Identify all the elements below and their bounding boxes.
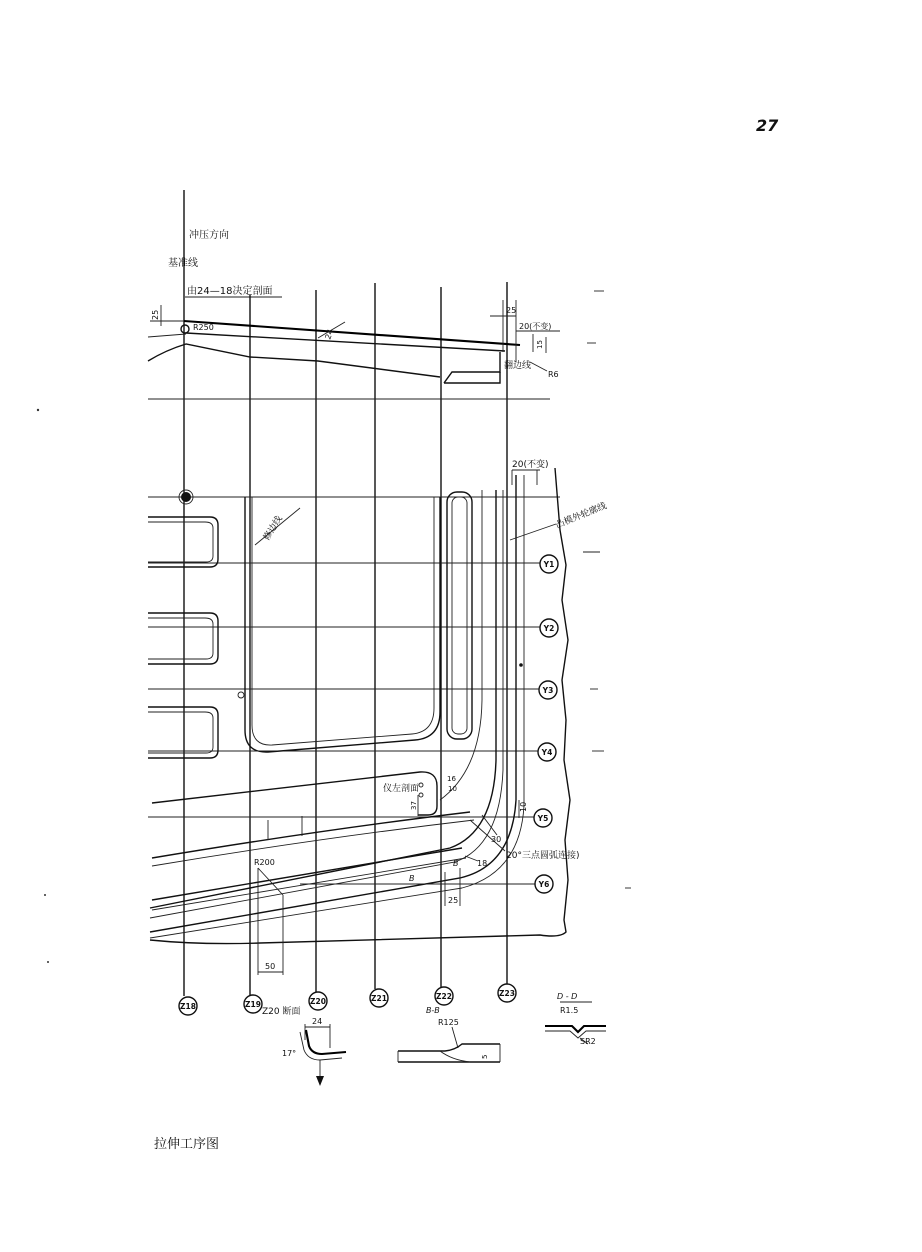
dim-side-10: 10 (519, 801, 528, 812)
figure-caption: 拉伸工序图 (154, 1137, 220, 1152)
dim-z20-angle: 17° (282, 1049, 297, 1058)
punch-outline-label: 凸模外轮廓线 (554, 501, 609, 531)
scan-speck (44, 894, 46, 896)
dim-sr2: SR2 (580, 1037, 596, 1046)
section-dd-label: D - D (557, 992, 578, 1001)
dim-unchanged-20-side: 20(不变) (512, 460, 549, 470)
dim-z20-24: 24 (312, 1017, 323, 1026)
station-label-z19: Z19 (245, 1000, 261, 1009)
station-label-z20: Z20 (310, 997, 326, 1006)
dim-flange-15: 15 (536, 340, 544, 349)
dim-r200: R200 (254, 858, 275, 867)
dim-top-left-25: 25 (151, 309, 160, 320)
station-label-y4: Y4 (541, 748, 553, 757)
dim-r6: R6 (548, 370, 559, 379)
dim-r125: R125 (438, 1018, 459, 1027)
dim-box-37: 37 (410, 801, 418, 810)
dim-unchanged-20-top: 20(不变) (519, 322, 552, 331)
dim-r250: R250 (193, 323, 214, 332)
flange-line-label: 翻边线 (504, 361, 532, 371)
station-label-z22: Z22 (436, 992, 452, 1001)
arc-note-label: 20°三点圆弧连接) (506, 851, 580, 861)
section-bb-label: B-B (426, 1006, 440, 1015)
station-label-z18: Z18 (180, 1002, 196, 1011)
station-label-z23: Z23 (499, 989, 515, 998)
station-label-y2: Y2 (543, 624, 555, 633)
dim-bottom-50: 50 (265, 962, 276, 971)
z20-section-label: Z20 断面 (262, 1007, 301, 1017)
station-label-y3: Y3 (542, 686, 554, 695)
station-label-y5: Y5 (537, 814, 549, 823)
punch-direction-label: 冲压方向 (189, 230, 229, 241)
dim-slope-24: 24 (323, 328, 336, 341)
dim-bb-5: 5 (481, 1054, 489, 1059)
dim-corner-18: 18 (477, 859, 488, 868)
station-label-y6: Y6 (538, 880, 550, 889)
dim-corner-30: 30 (491, 835, 502, 844)
dim-bottom-25: 25 (448, 896, 459, 905)
scan-speck (47, 961, 49, 963)
station-label-y1: Y1 (543, 560, 555, 569)
dim-box-10: 10 (448, 785, 457, 793)
station-label-z21: Z21 (371, 994, 387, 1003)
section-note-label: 由24—18决定剖面 (187, 286, 273, 297)
section-marker-b-upper: B (453, 859, 459, 868)
trim-line-label: 修边线 (262, 514, 285, 543)
page-number: 27 (756, 116, 779, 135)
dim-box-16: 16 (447, 775, 456, 783)
section-marker-b-lower: B (409, 874, 415, 883)
scan-speck (37, 409, 39, 411)
datum-point-marker (181, 492, 191, 502)
dim-top-right-25: 25 (506, 306, 517, 315)
datum-line-label: 基准线 (168, 258, 198, 269)
instrument-section-label: 仪左剖面 (383, 784, 420, 794)
dim-r1-5: R1.5 (560, 1006, 579, 1015)
flange-point (519, 663, 523, 667)
